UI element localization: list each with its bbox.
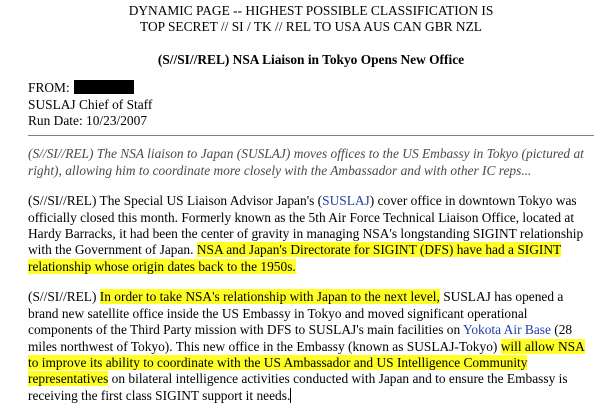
classification-line-2: TOP SECRET // SI / TK // REL TO USA AUS CAN GBR NZL — [140, 19, 482, 35]
para2-text-1: (S//SI//REL) — [28, 289, 100, 305]
para1-highlight-1: NSA and Japan's Directorate for SIGINT (DFS) have had a SIGINT relationship whose origin dates back to the 1950s. — [28, 242, 562, 274]
yokota-air-base-link[interactable]: Yokota Air Base — [463, 322, 551, 338]
from-label: FROM: — [28, 80, 70, 96]
para2-highlight-1: In order to take NSA's relationship with Japan to the next level, — [99, 289, 440, 305]
article-title: (S//SI//REL) NSA Liaison in Tokyo Opens New Office — [157, 51, 465, 67]
paragraph-1 — [28, 193, 594, 275]
classification-line-1: DYNAMIC PAGE -- HIGHEST POSSIBLE CLASSIFICATION IS — [128, 3, 494, 18]
author-title: SUSLAJ Chief of Staff — [28, 96, 153, 112]
from-row — [28, 80, 594, 96]
para2-text-2: SUSLAJ has opened a brand new satellite office inside the US Embassy in Tokyo and moved significant operational components of the Third Party mission with DFS to SUSLAJ's main facilities on — [28, 289, 564, 338]
text-cursor — [290, 388, 291, 403]
para1-text-1: (S//SI//REL) The Special US Liaison Advisor Japan's ( — [28, 193, 323, 209]
run-date: Run Date: 10/23/2007 — [28, 113, 148, 129]
article-meta — [28, 80, 594, 129]
divider — [28, 135, 594, 136]
para2-text-4: on bilateral intelligence activities conducted with Japan and to ensure the Embassy is receiving the first class SIGINT support it needs. — [28, 371, 568, 403]
para2-highlight-2: will allow NSA to improve its ability to coordinate with the US Ambassador and US Intelligence Community representatives — [28, 338, 585, 387]
paragraph-2 — [28, 289, 594, 404]
suslaj-link[interactable]: SUSLAJ — [322, 193, 370, 209]
para1-text-2: ) cover office in downtown Tokyo was officially closed this month. Formerly known as the 5th Air Force Technical Liaison Office, located at Hardy Barracks, it had been the center of gravity in managing NSA's longstanding SIGINT relationship with the Government of Japan. — [28, 193, 584, 258]
article-summary: (S//SI//REL) The NSA liaison to Japan (SUSLAJ) moves offices to the US Embassy in Tokyo (pictured at right), allowing him to coordinate more closely with the Ambassador and with other IC reps... — [28, 146, 584, 178]
redaction-block — [74, 80, 134, 94]
para2-text-3: (28 miles northwest of Tokyo). This new office in the Embassy (known as SUSLAJ-Tokyo) — [28, 322, 573, 354]
